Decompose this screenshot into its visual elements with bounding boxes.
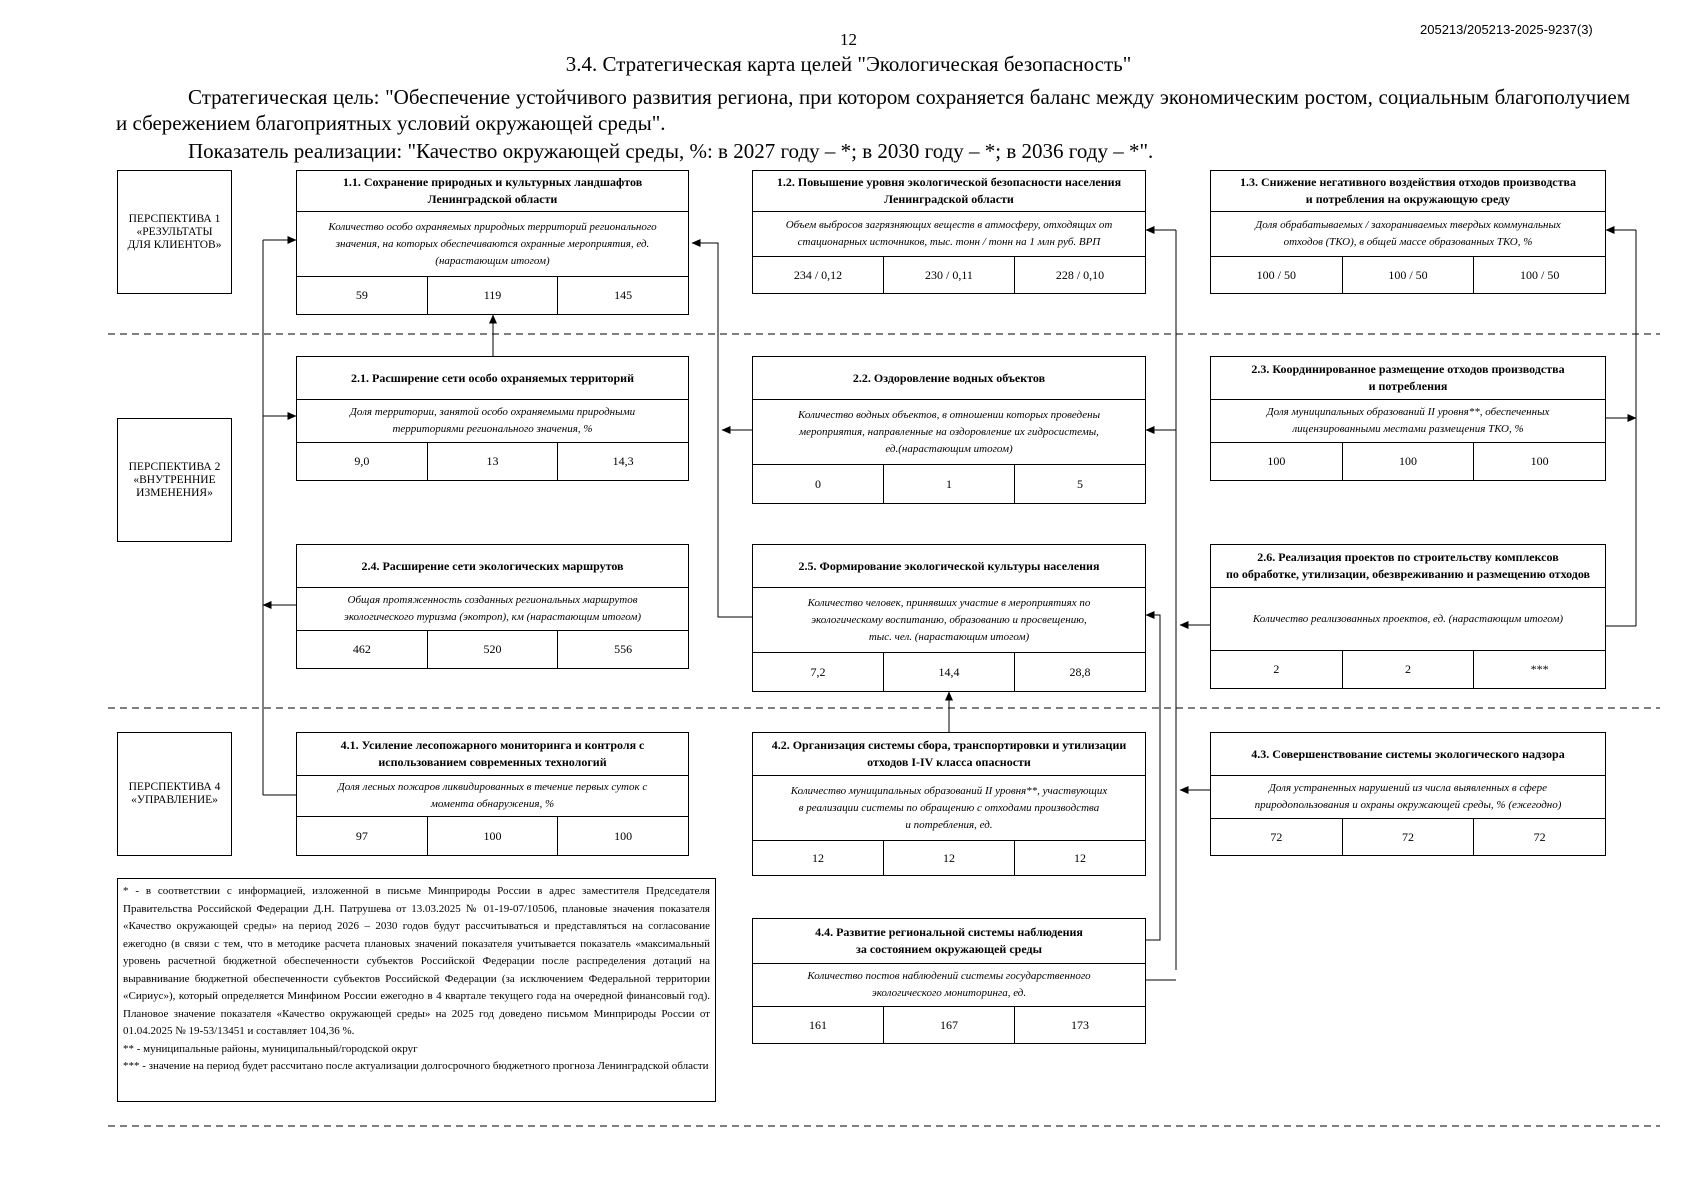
goal-title: 2.5. Формирование экологической культуры населения: [753, 545, 1145, 588]
goal-title: 2.4. Расширение сети экологических маршрутов: [297, 545, 688, 588]
goal-value: 28,8: [1014, 653, 1145, 691]
arrow-44-to-25: [1146, 615, 1160, 940]
goal-box-1-2: [752, 170, 1146, 294]
goal-value: 13: [427, 443, 558, 480]
goal-indicator: Количество муниципальных образований II уровня**, участвующих в реализации системы по обращению с отходами производства и потребления, ед.: [753, 776, 1145, 841]
goal-indicator: Доля территории, занятой особо охраняемыми природными территориями регионального значения, %: [297, 400, 688, 443]
goal-value: 97: [355, 828, 368, 843]
goal-value: 230 / 0,11: [883, 257, 1014, 293]
document-id: 205213/205213-2025-9237(3): [1420, 22, 1593, 37]
goal-value: 5: [1014, 465, 1145, 503]
goal-box-1-1: [296, 170, 689, 315]
goal-box-2-3: [1210, 356, 1606, 481]
implementation-indicator-text: Показатель реализации: "Качество окружающей среды, %: в 2027 году – *; в 2030 году – *; в 2036 году – *".: [188, 139, 1154, 163]
goal-indicator: Доля муниципальных образований II уровня**, обеспеченных лицензированными местами размещения ТКО, %: [1211, 400, 1605, 443]
perspective-4-label: ПЕРСПЕКТИВА 4 «УПРАВЛЕНИЕ»: [117, 732, 232, 856]
footnote-3: *** - значение на период будет рассчитано после актуализации долгосрочного бюджетного прогноза Ленинградской области: [123, 1060, 709, 1072]
goal-value: 100: [1267, 454, 1286, 468]
goal-indicator: Количество постов наблюдений системы государственного экологического мониторинга, ед.: [753, 964, 1145, 1007]
goal-box-4-2: [752, 732, 1146, 876]
goal-value: 161: [809, 1017, 827, 1032]
goal-box-1-3: [1210, 170, 1606, 294]
goal-values: [297, 631, 688, 668]
goal-indicator: Количество особо охраняемых природных территорий регионального значения, на которых обеспечиваются охранные мероприятия, ед. (нарастающим итогом): [297, 212, 688, 277]
goal-box-4-1: [296, 732, 689, 856]
goal-values: [1211, 257, 1605, 293]
goal-box-2-4: [296, 544, 689, 669]
goal-value: 119: [427, 277, 558, 314]
goal-value: 145: [557, 277, 688, 314]
goal-value: 14,4: [883, 653, 1014, 691]
goal-indicator: Доля обрабатываемых / захораниваемых твердых коммунальных отходов (ТКО), в общей массе образованных ТКО, %: [1211, 212, 1605, 257]
goal-value: 100: [557, 817, 688, 855]
goal-title: 1.3. Снижение негативного воздействия отходов производства и потребления на окружающую среду: [1211, 171, 1605, 212]
goal-value: 100: [1342, 443, 1474, 480]
goal-value: 12: [1014, 841, 1145, 875]
perspective-1-label: ПЕРСПЕКТИВА 1 «РЕЗУЛЬТАТЫ ДЛЯ КЛИЕНТОВ»: [117, 170, 232, 294]
goal-value: 1: [883, 465, 1014, 503]
goal-values: [297, 443, 688, 480]
goal-title: 2.2. Оздоровление водных объектов: [753, 357, 1145, 400]
goal-value: 7,2: [810, 664, 826, 679]
goal-value: 462: [352, 642, 371, 656]
footnote-2: ** - муниципальные районы, муниципальный/городской округ: [123, 1042, 418, 1055]
goal-value: 520: [427, 631, 558, 668]
footnotes-box: [117, 878, 716, 1102]
goal-value: 59: [355, 288, 368, 302]
goal-values: [753, 841, 1145, 875]
goal-indicator: Количество водных объектов, в отношении которых проведены мероприятия, направленные на оздоровление их гидросистемы, ед.(нарастающим итогом): [753, 400, 1145, 465]
goal-title: 2.3. Координированное размещение отходов производства и потребления: [1211, 357, 1605, 400]
goal-values: [753, 1007, 1145, 1043]
goal-value: 167: [883, 1007, 1014, 1043]
goal-value: 234 / 0,12: [793, 267, 843, 282]
goal-value: 100 / 50: [1342, 257, 1474, 293]
goal-box-4-4: [752, 918, 1146, 1044]
goal-value: 2: [1342, 651, 1474, 688]
goal-values: [1211, 819, 1605, 855]
goal-title: 1.2. Повышение уровня экологической безопасности населения Ленинградской области: [753, 171, 1145, 212]
strategic-goal-text: Стратегическая цель: "Обеспечение устойчивого развития региона, при котором сохраняется баланс между экономическим ростом, социальным благополучием и сбережением благоприятных условий окружающей среды".: [116, 85, 1630, 135]
goal-title: 4.4. Развитие региональной системы наблюдения за состоянием окружающей среды: [753, 919, 1145, 964]
goal-values: [753, 653, 1145, 691]
goal-value: 0: [815, 476, 821, 491]
goal-title: 4.2. Организация системы сбора, транспортировки и утилизации отходов I-IV класса опасности: [753, 733, 1145, 776]
goal-box-2-1: [296, 356, 689, 481]
goal-box-2-2: [752, 356, 1146, 504]
goal-title: 1.1. Сохранение природных и культурных ландшафтов Ленинградской области: [297, 171, 688, 212]
goal-values: [297, 277, 688, 314]
page-number: 12: [840, 30, 857, 49]
goal-value: 12: [812, 850, 824, 865]
goal-values: [753, 257, 1145, 293]
goal-value: 9,0: [354, 454, 370, 468]
goal-box-2-6: [1210, 544, 1606, 689]
goal-value: 556: [557, 631, 688, 668]
goal-value: 72: [1270, 829, 1283, 844]
goal-title: 2.6. Реализация проектов по строительству комплексов по обработке, утилизации, обезвреживанию и размещению отходов: [1211, 545, 1605, 588]
goal-values: [753, 465, 1145, 503]
goal-indicator: Доля лесных пожаров ликвидированных в течение первых суток с момента обнаружения, %: [297, 776, 688, 817]
goal-values: [1211, 651, 1605, 688]
goal-indicator: Общая протяженность созданных региональных маршрутов экологического туризма (экотроп), км (нарастающим итогом): [297, 588, 688, 631]
goal-value: 100: [427, 817, 558, 855]
goal-title: 4.1. Усиление лесопожарного мониторинга и контроля с использованием современных технологий: [297, 733, 688, 776]
goal-value: 12: [883, 841, 1014, 875]
goal-title: 2.1. Расширение сети особо охраняемых территорий: [297, 357, 688, 400]
goal-values: [1211, 443, 1605, 480]
goal-values: [297, 817, 688, 855]
goal-indicator: Доля устраненных нарушений из числа выявленных в сфере природопользования и охраны окружающей среды, % (ежегодно): [1211, 776, 1605, 819]
goal-title: 4.3. Совершенствование системы экологического надзора: [1211, 733, 1605, 776]
goal-value: 228 / 0,10: [1014, 257, 1145, 293]
goal-indicator: Объем выбросов загрязняющих веществ в атмосферу, отходящих от стационарных источников, тыс. тонн / тонн на 1 млн руб. ВРП: [753, 212, 1145, 257]
goal-value: 14,3: [557, 443, 688, 480]
goal-value: 100 / 50: [1473, 257, 1605, 293]
goal-value: 2: [1273, 662, 1280, 676]
goal-value: 173: [1014, 1007, 1145, 1043]
page-title: 3.4. Стратегическая карта целей "Экологическая безопасность": [565, 52, 1132, 76]
goal-value: 72: [1342, 819, 1474, 855]
goal-box-2-5: [752, 544, 1146, 692]
goal-value: 100: [1473, 443, 1605, 480]
perspective-2-label: ПЕРСПЕКТИВА 2 «ВНУТРЕННИЕ ИЗМЕНЕНИЯ»: [117, 418, 232, 542]
goal-value: 72: [1473, 819, 1605, 855]
goal-value: ***: [1473, 651, 1605, 688]
footnote-1: * - в соответствии с информацией, изложенной в письме Минприроды России в адрес заместителя Председателя Правительства Российской Федерации Д.Н. Патрушева от 13.03.2025 № 01-19-07/10506, плановые значения показателя «Качество окружающей среды» на период 2026 – 2030 годов будут рассчитываться и представляться на согласование ежегодно (в связи с тем, что в методике расчета плановых значений показателя учитывается показатель «максимальный уровень расчетной бюджетной обеспеченности субъектов Российской Федерации после распределения дотаций на выравнивание бюджетной обеспеченности субъектов Российской Федерации (за исключением Федеральной территории «Сириус»), который определяется Минфином России ежегодно в 4 квартале текущего года на очередной финансовый год). Плановое значение показателя «Качество окружающей среды» на 2025 год доведено письмом Минприроды России от 01.04.2025 № 19-53/13451 и составляет 104,36 %.: [123, 885, 710, 1037]
goal-indicator: Количество человек, принявших участие в мероприятиях по экологическому воспитанию, образованию и просвещению, тыс. чел. (нарастающим итогом): [753, 588, 1145, 653]
goal-indicator: Количество реализованных проектов, ед. (нарастающим итогом): [1211, 588, 1605, 651]
goal-value: 100 / 50: [1256, 267, 1296, 282]
goal-box-4-3: [1210, 732, 1606, 856]
